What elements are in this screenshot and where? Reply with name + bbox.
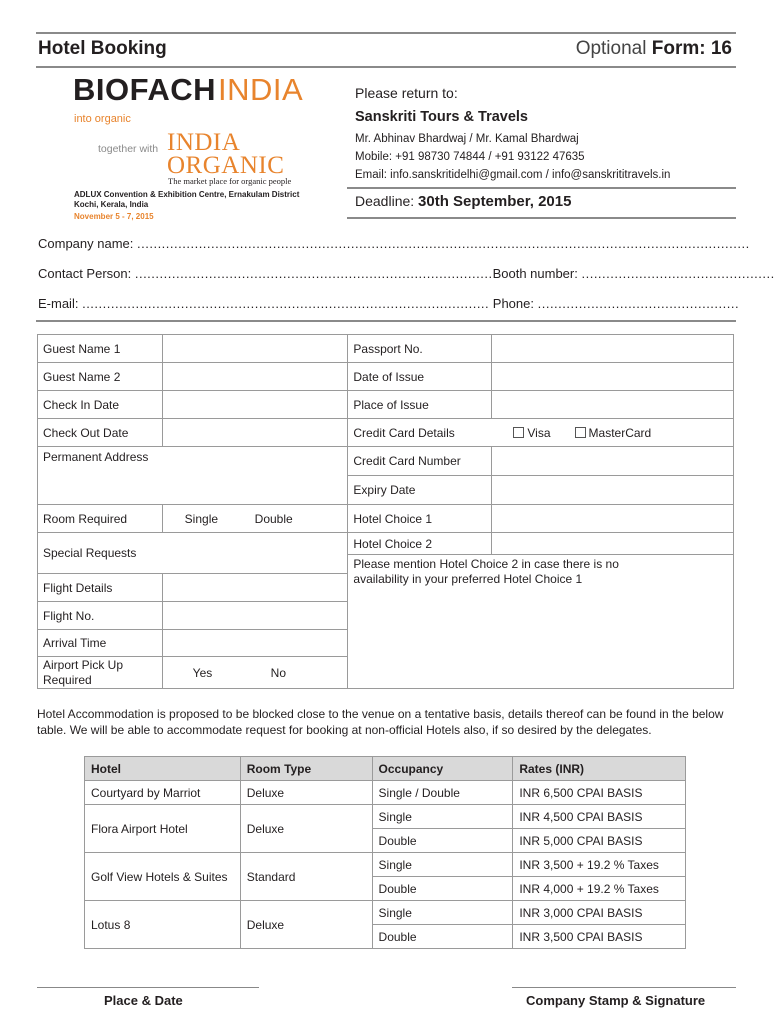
guest-name-2-input[interactable] (162, 363, 348, 391)
guest-name-2-label: Guest Name 2 (38, 363, 163, 391)
deadline: Deadline: 30th September, 2015 (355, 193, 572, 210)
check-out-label: Check Out Date (38, 419, 163, 447)
india-organic-logo: INDIA ORGANIC (167, 129, 285, 179)
check-out-input[interactable] (162, 419, 348, 447)
room-double-option[interactable]: Double (254, 511, 293, 526)
table-row (85, 781, 686, 805)
company-name-field[interactable]: Company name: ..................................................................................................................................................... (38, 236, 750, 251)
occupancy: Single (372, 901, 513, 925)
check-in-label: Check In Date (38, 391, 163, 419)
room-type: Standard (240, 853, 372, 901)
hotel-choice-1-label: Hotel Choice 1 (353, 511, 433, 526)
top-rule (36, 32, 736, 34)
guest-name-1-input[interactable] (162, 335, 348, 363)
into-organic-text: into organic (74, 113, 131, 125)
rate: INR 6,500 CPAI BASIS (513, 781, 686, 805)
date-of-issue-input[interactable] (491, 363, 733, 390)
contact-booth-field[interactable]: Contact Person: .......................................................................................Booth number: ............................................... (38, 266, 775, 281)
rate: INR 3,000 CPAI BASIS (513, 901, 686, 925)
agency-contacts (355, 130, 670, 184)
hotel-choice-1-input[interactable] (491, 505, 733, 532)
room-single-option[interactable]: Single (184, 511, 219, 526)
deadline-bottom-rule (347, 217, 736, 219)
arrival-time-label: Arrival Time (38, 630, 163, 657)
optional-label: Optional (575, 38, 647, 59)
table-row (85, 805, 686, 829)
visa-label: Visa (527, 425, 551, 440)
page-title: Hotel Booking (38, 38, 167, 59)
fields-rule (36, 320, 736, 322)
pickup-no-option[interactable]: No (270, 665, 287, 680)
place-date-line[interactable] (37, 987, 259, 988)
passport-no-label: Passport No. (353, 341, 423, 356)
flight-details-label: Flight Details (38, 574, 163, 602)
permanent-address-label: Permanent Address (43, 450, 149, 464)
rate: INR 3,500 CPAI BASIS (513, 925, 686, 949)
header-room-type: Room Type (240, 757, 372, 781)
special-requests-label: Special Requests (43, 546, 137, 560)
header-occupancy: Occupancy (372, 757, 513, 781)
mastercard-checkbox[interactable] (575, 427, 586, 438)
occupancy: Double (372, 877, 513, 901)
room-type: Deluxe (240, 805, 372, 853)
return-label: Please return to: (355, 85, 458, 101)
header-rates: Rates (INR) (513, 757, 686, 781)
credit-card-number-label: Credit Card Number (353, 454, 461, 468)
check-in-input[interactable] (162, 391, 348, 419)
place-date-label: Place & Date (104, 993, 183, 1008)
deadline-value: 30th September, 2015 (418, 193, 572, 210)
pickup-yes-option[interactable]: Yes (192, 665, 213, 680)
credit-card-details-label: Credit Card Details (353, 425, 455, 440)
place-of-issue-label: Place of Issue (353, 397, 429, 412)
guest-form-table (37, 334, 734, 689)
room-type: Deluxe (240, 901, 372, 949)
agency-name: Sanskriti Tours & Travels (355, 109, 528, 125)
rate: INR 5,000 CPAI BASIS (513, 829, 686, 853)
deadline-top-rule (347, 187, 736, 189)
mastercard-label: MasterCard (588, 425, 652, 440)
arrival-time-input[interactable] (162, 630, 348, 657)
rate: INR 4,000 + 19.2 % Taxes (513, 877, 686, 901)
form-label: Form: 16 (651, 38, 732, 59)
hotel-name: Flora Airport Hotel (85, 805, 241, 853)
logo-tagline: The market place for organic people (168, 176, 292, 186)
rate: INR 3,500 + 19.2 % Taxes (513, 853, 686, 877)
venue-address: ADLUX Convention & Exhibition Centre, Ernakulam District Kochi, Kerala, India (74, 190, 300, 209)
room-required-label: Room Required (38, 505, 163, 533)
hotel-name: Courtyard by Marriot (85, 781, 241, 805)
place-of-issue-input[interactable] (491, 391, 733, 418)
event-dates: November 5 - 7, 2015 (74, 212, 154, 221)
header-hotel: Hotel (85, 757, 241, 781)
hotel-choice-2-input[interactable] (491, 533, 733, 554)
occupancy: Double (372, 925, 513, 949)
hotel-choice-note: Please mention Hotel Choice 2 in case there is no availability in your preferred Hotel Choice 1 (353, 557, 619, 586)
contact-mobile: Mobile: +91 98730 74844 / +91 93122 47635 (355, 151, 585, 163)
expiry-date-input[interactable] (491, 476, 733, 504)
flight-details-input[interactable] (162, 574, 348, 602)
occupancy: Double (372, 829, 513, 853)
hotel-name: Lotus 8 (85, 901, 241, 949)
form-number (576, 38, 732, 60)
passport-no-input[interactable] (491, 335, 733, 362)
biofach-logo: BIOFACHINDIA (73, 72, 304, 107)
special-requests-field[interactable] (38, 533, 348, 574)
stamp-signature-label: Company Stamp & Signature (526, 993, 706, 1008)
hotel-name: Golf View Hotels & Suites (85, 853, 241, 901)
occupancy: Single (372, 853, 513, 877)
table-row (85, 853, 686, 877)
credit-card-number-input[interactable] (491, 447, 733, 475)
airport-pickup-label: Airport Pick Up Required (38, 657, 163, 689)
table-row (85, 901, 686, 925)
hotel-choice-2-label: Hotel Choice 2 (353, 536, 433, 551)
contact-email: Email: info.sanskritidelhi@gmail.com / info@sanskrititravels.in (355, 169, 671, 181)
expiry-date-label: Expiry Date (353, 483, 416, 497)
flight-no-label: Flight No. (38, 602, 163, 630)
permanent-address-field[interactable] (38, 447, 348, 505)
flight-no-input[interactable] (162, 602, 348, 630)
rate: INR 4,500 CPAI BASIS (513, 805, 686, 829)
accommodation-note: Hotel Accommodation is proposed to be blocked close to the venue on a tentative basis, details thereof can be found in the below table. We will be able to accommodate request for booking at non-official Hotels also, if so desired by the delegates. (37, 707, 724, 737)
guest-name-1-label: Guest Name 1 (38, 335, 163, 363)
occupancy: Single / Double (372, 781, 513, 805)
visa-checkbox[interactable] (513, 427, 524, 438)
header-rule (36, 66, 736, 68)
stamp-signature-line[interactable] (512, 987, 736, 988)
hotel-rates-table (84, 756, 686, 949)
date-of-issue-label: Date of Issue (353, 369, 425, 384)
occupancy: Single (372, 805, 513, 829)
room-type: Deluxe (240, 781, 372, 805)
together-with-text: together with (98, 143, 159, 155)
contact-persons: Mr. Abhinav Bhardwaj / Mr. Kamal Bhardwaj (355, 133, 579, 145)
email-phone-field[interactable]: E-mail: ................................................................................................... Phone: ................................................. (38, 296, 740, 311)
